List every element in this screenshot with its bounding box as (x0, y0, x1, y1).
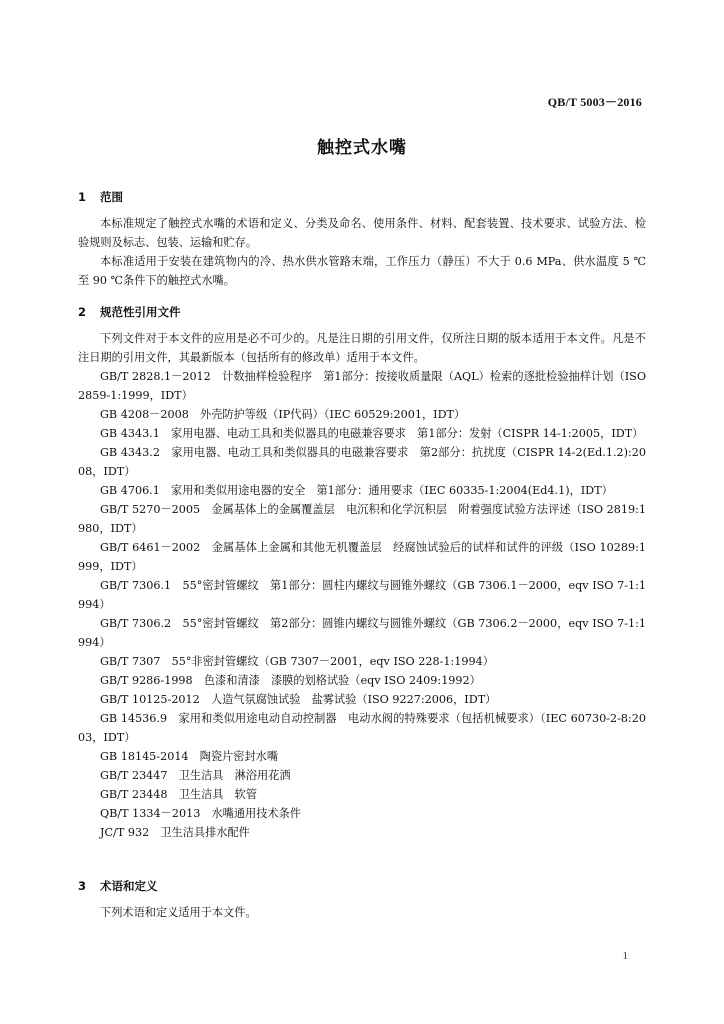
standard-code: QB/T 5003－2016 (547, 95, 642, 109)
section-title: 范围 (100, 190, 124, 204)
reference-item: GB 4208－2008 外壳防护等级（IP代码）（IEC 60529:2001，IDT） (100, 408, 466, 421)
reference-item: GB/T 7306.1 55°密封管螺纹 第1部分：圆柱内螺纹与圆锥外螺纹（GB 7306.1－2000，eqv ISO 7-1:1994） (78, 579, 646, 611)
section-number: 2 (78, 305, 87, 319)
paragraph: 本标准规定了触控式水嘴的术语和定义、分类及命名、使用条件、材料、配套装置、技术要求、试验方法、检验规则及标志、包装、运输和贮存。 (78, 217, 646, 249)
section-heading-scope (78, 189, 123, 205)
reference-item: GB/T 10125-2012 人造气氛腐蚀试验 盐雾试验（ISO 9227:2006，IDT） (100, 693, 497, 706)
reference-item: GB/T 6461－2002 金属基体上金属和其他无机覆盖层 经腐蚀试验后的试样和试件的评级（ISO 10289:1999，IDT） (78, 541, 646, 573)
reference-item: JC/T 932 卫生洁具排水配件 (100, 826, 250, 839)
section-heading-terms-definitions (78, 878, 158, 894)
reference-item: GB/T 23447 卫生洁具 淋浴用花洒 (100, 769, 291, 782)
section-title: 规范性引用文件 (100, 305, 181, 319)
reference-item: GB 14536.9 家用和类似用途电动自动控制器 电动水阀的特殊要求（包括机械要求）（IEC 60730-2-8:2003，IDT） (78, 712, 646, 744)
reference-item: QB/T 1334－2013 水嘴通用技术条件 (100, 807, 301, 820)
reference-item: GB/T 7306.2 55°密封管螺纹 第2部分：圆锥内螺纹与圆锥外螺纹（GB 7306.2－2000，eqv ISO 7-1:1994） (78, 617, 646, 649)
paragraph: 下列术语和定义适用于本文件。 (100, 906, 257, 919)
section-heading-normative-references (78, 304, 181, 320)
section-title: 术语和定义 (100, 879, 158, 893)
paragraph: 下列文件对于本文件的应用是必不可少的。凡是注日期的引用文件，仅所注日期的版本适用于本文件。凡是不注日期的引用文件，其最新版本（包括所有的修改单）适用于本文件。 (78, 332, 646, 364)
terms-body (78, 903, 646, 922)
reference-item: GB/T 5270－2005 金属基体上的金属覆盖层 电沉积和化学沉积层 附着强度试验方法评述（ISO 2819:1980，IDT） (78, 503, 646, 535)
normative-references-body (78, 329, 646, 842)
reference-item: GB 18145-2014 陶瓷片密封水嘴 (100, 750, 279, 763)
paragraph: 本标准适用于安装在建筑物内的冷、热水供水管路末端，工作压力（静压）不大于 0.6 MPa、供水温度 5 ℃至 90 ℃条件下的触控式水嘴。 (78, 255, 646, 287)
reference-item: GB/T 7307 55°非密封管螺纹（GB 7307－2001，eqv ISO 228-1:1994） (100, 655, 494, 668)
scope-body (78, 214, 646, 290)
reference-item: GB/T 23448 卫生洁具 软管 (100, 788, 258, 801)
section-number: 3 (78, 879, 87, 893)
reference-item: GB 4706.1 家用和类似用途电器的安全 第1部分：通用要求（IEC 60335-1:2004(Ed4.1)，IDT） (100, 484, 613, 497)
reference-item: GB/T 2828.1－2012 计数抽样检验程序 第1部分：按接收质量限（AQL）检索的逐批检验抽样计划（ISO 2859-1:1999，IDT） (78, 370, 646, 402)
document-title: 触控式水嘴 (317, 138, 407, 158)
section-number: 1 (78, 190, 87, 204)
page-number: 1 (622, 950, 628, 962)
reference-item: GB/T 9286-1998 色漆和清漆 漆膜的划格试验（eqv ISO 2409:1992） (100, 674, 481, 687)
reference-item: GB 4343.2 家用电器、电动工具和类似器具的电磁兼容要求 第2部分：抗扰度（CISPR 14-2(Ed.1.2):2008，IDT） (78, 446, 646, 478)
reference-item: GB 4343.1 家用电器、电动工具和类似器具的电磁兼容要求 第1部分：发射（CISPR 14-1:2005，IDT） (100, 427, 644, 440)
